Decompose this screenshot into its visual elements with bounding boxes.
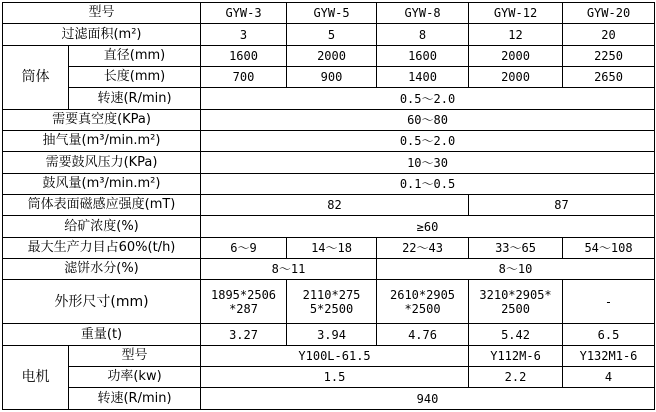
motor-speed-label: 转速(R/min) bbox=[69, 388, 201, 410]
table-cell: 14～18 bbox=[287, 237, 377, 258]
length-label: 长度(mm) bbox=[69, 67, 201, 88]
table-row-length bbox=[3, 67, 655, 88]
moisture-label: 滤饼水分(%) bbox=[3, 259, 201, 280]
model-header-cell: GYW-20 bbox=[563, 3, 655, 24]
weight-label: 重量(t) bbox=[3, 324, 201, 345]
table-cell: Y112M-6 bbox=[469, 345, 563, 366]
table-cell: 22～43 bbox=[377, 237, 469, 258]
table-cell: 2000 bbox=[287, 45, 377, 66]
table-row-blow-volume bbox=[3, 173, 655, 194]
table-cell: 2000 bbox=[469, 45, 563, 66]
dimension-line: 2110*275 bbox=[302, 287, 361, 302]
motor-power-label: 功率(kw) bbox=[69, 367, 201, 388]
table-cell: 2000 bbox=[469, 67, 563, 88]
table-cell: 3.94 bbox=[287, 324, 377, 345]
table-row-blow-pressure bbox=[3, 152, 655, 173]
table-cell: 2.2 bbox=[469, 367, 563, 388]
model-header-label: 型号 bbox=[3, 3, 201, 24]
concentration-label: 给矿浓度(%) bbox=[3, 216, 201, 237]
table-cell: 700 bbox=[201, 67, 287, 88]
table-cell: 0.5～2.0 bbox=[201, 131, 655, 152]
table-row-filter-area bbox=[3, 24, 655, 45]
table-cell: 3.27 bbox=[201, 324, 287, 345]
table-cell: 8 bbox=[377, 24, 469, 45]
table-cell: 1400 bbox=[377, 67, 469, 88]
cylinder-speed-label: 转速(R/min) bbox=[69, 88, 201, 109]
table-cell: 5 bbox=[287, 24, 377, 45]
table-cell: 4.76 bbox=[377, 324, 469, 345]
table-cell: 0.1～0.5 bbox=[201, 173, 655, 194]
dimension-line: *2500 bbox=[404, 301, 441, 316]
table-row-moisture bbox=[3, 259, 655, 280]
table-cell: 20 bbox=[563, 24, 655, 45]
spec-table bbox=[2, 2, 655, 410]
table-cell: 6.5 bbox=[563, 324, 655, 345]
table-cell: 8～11 bbox=[201, 259, 377, 280]
table-cell: 2650 bbox=[563, 67, 655, 88]
blow-pressure-label: 需要鼓风压力(KPa) bbox=[3, 152, 201, 173]
table-row-exhaust bbox=[3, 131, 655, 152]
magnetic-label: 筒体表面磁感应强度(mT) bbox=[3, 195, 201, 216]
table-row-motor-power bbox=[3, 367, 655, 388]
table-cell: 1600 bbox=[377, 45, 469, 66]
table-cell: 900 bbox=[287, 67, 377, 88]
table-row-motor-model bbox=[3, 345, 655, 366]
table-cell: 82 bbox=[201, 195, 469, 216]
table-cell: 12 bbox=[469, 24, 563, 45]
filter-area-label: 过滤面积(m²) bbox=[3, 24, 201, 45]
table-cell: Y132M1-6 bbox=[563, 345, 655, 366]
table-row-cylinder-speed bbox=[3, 88, 655, 109]
blow-volume-label: 鼓风量(m³/min.m²) bbox=[3, 173, 201, 194]
capacity-label: 最大生产力目占60%(t/h) bbox=[3, 237, 201, 258]
table-row-weight bbox=[3, 324, 655, 345]
table-row-vacuum bbox=[3, 109, 655, 130]
table-cell: 2250 bbox=[563, 45, 655, 66]
dimension-cell bbox=[287, 280, 377, 324]
dimension-cell bbox=[201, 280, 287, 324]
model-header-cell: GYW-8 bbox=[377, 3, 469, 24]
table-row-magnetic bbox=[3, 195, 655, 216]
table-cell: 940 bbox=[201, 388, 655, 410]
dimensions-label: 外形尺寸(mm) bbox=[3, 280, 201, 324]
cylinder-group-label: 筒体 bbox=[3, 45, 69, 109]
table-row-concentration bbox=[3, 216, 655, 237]
dimension-line: *287 bbox=[229, 301, 258, 316]
table-cell: Y100L-61.5 bbox=[201, 345, 469, 366]
table-cell: 6～9 bbox=[201, 237, 287, 258]
motor-model-label: 型号 bbox=[69, 345, 201, 366]
model-header-cell: GYW-3 bbox=[201, 3, 287, 24]
table-cell: 1600 bbox=[201, 45, 287, 66]
dimension-line: 3210*2905* bbox=[479, 287, 552, 302]
table-row-model bbox=[3, 3, 655, 24]
model-header-cell: GYW-12 bbox=[469, 3, 563, 24]
table-cell: 60～80 bbox=[201, 109, 655, 130]
table-cell: ≥60 bbox=[201, 216, 655, 237]
table-cell: 4 bbox=[563, 367, 655, 388]
model-header-cell: GYW-5 bbox=[287, 3, 377, 24]
vacuum-label: 需要真空度(KPa) bbox=[3, 109, 201, 130]
dimension-line: 2610*2905 bbox=[390, 287, 456, 302]
exhaust-label: 抽气量(m³/min.m²) bbox=[3, 131, 201, 152]
dimension-cell bbox=[469, 280, 563, 324]
diameter-label: 直径(mm) bbox=[69, 45, 201, 66]
table-cell: 87 bbox=[469, 195, 655, 216]
dimension-line: 2500 bbox=[501, 301, 530, 316]
dimension-cell: - bbox=[563, 280, 655, 324]
table-row-capacity bbox=[3, 237, 655, 258]
table-cell: 54～108 bbox=[563, 237, 655, 258]
table-cell: 1.5 bbox=[201, 367, 469, 388]
dimension-line: 1895*2506 bbox=[211, 287, 277, 302]
motor-group-label: 电机 bbox=[3, 345, 69, 409]
table-row-diameter bbox=[3, 45, 655, 66]
table-cell: 5.42 bbox=[469, 324, 563, 345]
table-cell: 33～65 bbox=[469, 237, 563, 258]
table-cell: 3 bbox=[201, 24, 287, 45]
table-cell: 0.5～2.0 bbox=[201, 88, 655, 109]
table-row-motor-speed bbox=[3, 388, 655, 410]
dimension-line: 5*2500 bbox=[309, 301, 354, 316]
table-cell: 10～30 bbox=[201, 152, 655, 173]
table-row-dimensions bbox=[3, 280, 655, 324]
table-cell: 8～10 bbox=[377, 259, 655, 280]
dimension-cell bbox=[377, 280, 469, 324]
